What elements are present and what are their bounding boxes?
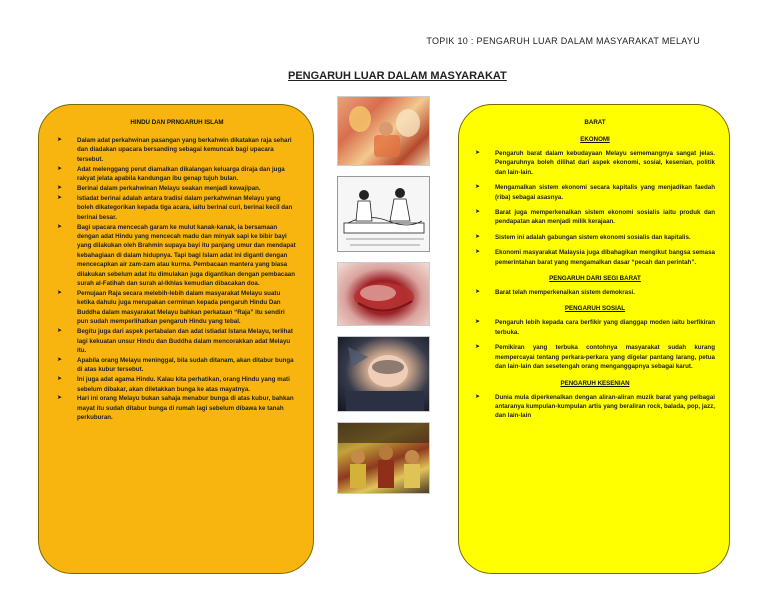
list-item: ➤ Pemikiran yang terbuka contohnya masyarakat sudah kurang mempercayai tentang perkara-perkara yang digelar pantang larang, petua dan lain-lain dan sesetengah orang menganggapnya sebagai karut.	[475, 343, 715, 371]
list-item: ➤ Bagi upacara mencecah garam ke mulut kanak-kanak, ia bersamaan dengan adat Hindu yang mencecah madu dan minyak sapi ke bibir bayi yang dilakukan oleh Brahmin supaya bayi itu panjang umur dan mendapat kebahagiaan di dalam hidupnya. Tapi bagi Islam adat ini diganti dengan mencecapkan air zam-zam atau kurma. Pembacaan mantera yang biasa dilakukan sebelum adat itu dimulakan juga digantikan dengan pembacaan surah al-Fatihah dan surah al-Ikhlas kemudian dibacakan doa.	[57, 223, 297, 289]
list-item: ➤ Hari ini orang Melayu bukan sahaja menabur bunga di atas kubur, bahkan mayat itu sudah ditabur bunga di rumah lagi sebelum dibawa ke tanah perkuburan.	[57, 394, 297, 422]
section-title-sosial: PENGARUH SOSIAL	[564, 305, 626, 313]
segi-barat-list	[475, 288, 715, 297]
section-title-kesenian: PENGARUH KESENIAN	[560, 379, 630, 387]
list-item: ➤ Barat juga memperkenalkan sistem ekonomi sosialis iaitu produk dan pendapatan akan menjadi milik kerajaan.	[475, 208, 715, 227]
list-item: ➤ Adat melenggang perut diamalkan dikalangan keluarga diraja dan juga rakyat jelata apabila kandungan ibu genap tujuh bulan.	[57, 165, 297, 184]
lenggang-perut-sketch	[337, 176, 430, 252]
baby-illustration	[338, 337, 430, 412]
list-item: ➤ Ekonomi masyarakat Malaysia juga dibahagikan mengikut bangsa semasa pemerintahan barat yang mengamalkan dasar “pecah dan perintah”.	[475, 248, 715, 267]
list-item: ➤ Begitu juga dari aspek pertabalan dan adat istiadat Istana Melayu, terlihat lagi kekuatan unsur Hindu dan Buddha dalam mencorakkan adat Melayu itu.	[57, 327, 297, 355]
page-title: PENGARUH LUAR DALAM MASYARAKAT	[288, 70, 507, 82]
list-item: ➤ Dalam adat perkahwinan pasangan yang berkahwin dikatakan raja sehari dan diadakan upacara bersanding sebagai kemuncak bagi upacara tersebut.	[57, 136, 297, 164]
list-item: ➤ Pemujaan Raja secara melebih-lebih dalam masyarakat Melayu suatu ketika dahulu juga merupakan cerminan kepada pengaruh Hindu Dan Buddha dalam masyarakat Melayu bahkan perkataan “Raja” itu sendiri pun sudah memperlihatkan pengaruh Hindu yang tebal.	[57, 289, 297, 327]
henna-illustration	[338, 263, 430, 326]
list-item: ➤ Ini juga adat agama Hindu. Kalau kita perhatikan, orang Hindu yang mati sebelum dibakar, akan diletakkan bunga ke atas mayatnya.	[57, 375, 297, 394]
kesenian-list	[475, 393, 715, 421]
list-item: ➤ Sistem ini adalah gabungan sistem ekonomi sosialis dan kapitalis.	[475, 233, 715, 242]
newborn-baby-photo	[337, 336, 430, 412]
list-item: ➤ Berinai dalam perkahwinan Melayu seakan menjadi kewajipan.	[57, 184, 297, 193]
hindu-islam-panel	[38, 104, 314, 574]
list-item: ➤ Istiadat berinai adalah antara tradisi dalam perkahwinan Melayu yang boleh dikategorikan kepada tiga acara, iaitu berinai curi, berinai kecil dan berinai besar.	[57, 194, 297, 222]
wedding-ceremony-photo	[337, 96, 430, 166]
topic-heading: TOPIK 10 : PENGARUH LUAR DALAM MASYARAKAT MELAYU	[426, 36, 700, 46]
wedding-ceremony-illustration	[338, 97, 430, 166]
list-item: ➤ Apabila orang Melayu meninggal, bila sudah ditanam, akan ditabur bunga di atas kubur tersebut.	[57, 356, 297, 375]
ekonomi-list	[475, 149, 715, 267]
list-item: ➤ Pengaruh barat dalam kebudayaan Melayu sememangnya sangat jelas. Pengaruhnya boleh dilihat dari aspek ekonomi, sosial, kesenian, politik dan lain-lain.	[475, 149, 715, 177]
list-item: ➤ Pengaruh lebih kepada cara berfikir yang dianggap moden iaitu berfikiran terbuka.	[475, 318, 715, 337]
royal-ceremony-illustration	[338, 423, 430, 494]
barat-heading: BARAT	[584, 119, 606, 126]
list-item: ➤ Dunia mula diperkenalkan dengan aliran-aliran muzik barat yang pelbagai antaranya kumpulan-kumpulan artis yang beraliran rock, balada, pop, jazz, dan lain-lain	[475, 393, 715, 421]
barat-panel	[458, 104, 730, 574]
section-title-ekonomi: EKONOMI	[580, 136, 610, 143]
henna-hands-photo	[337, 262, 430, 326]
hindu-islam-heading: HINDU DAN PRNGARUH ISLAM	[130, 119, 224, 126]
hindu-islam-list	[57, 136, 297, 423]
list-item: ➤ Mengamalkan sistem ekonomi secara kapitalis yang menjadikan faedah (riba) sebagai asasnya.	[475, 183, 715, 202]
royal-ceremony-photo	[337, 422, 430, 494]
section-title-segi-barat: PENGARUH DARI SEGI BARAT	[549, 275, 641, 283]
list-item: ➤ Barat telah memperkenalkan sistem demokrasi.	[475, 288, 715, 297]
sosial-list	[475, 318, 715, 371]
sketch-illustration	[338, 177, 430, 252]
